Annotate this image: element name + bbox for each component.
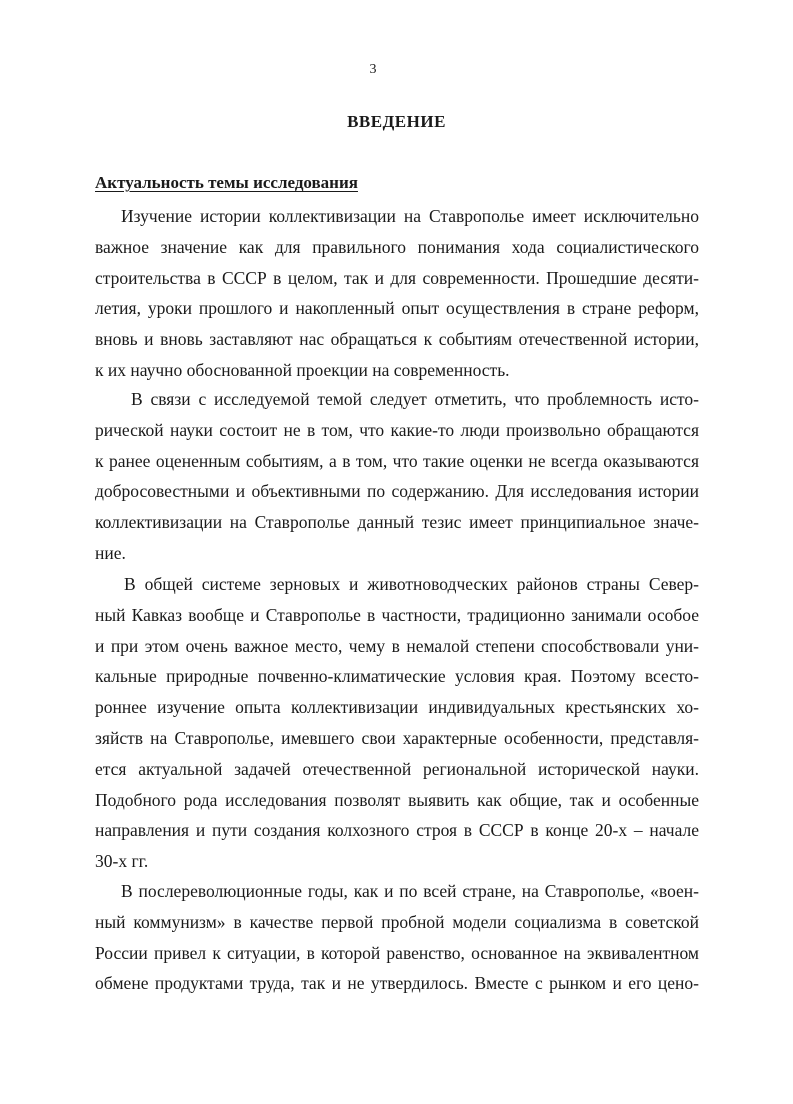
paragraph-2-line-2: рической науки состоит не в том, что какие-то люди произвольно обращаются xyxy=(95,419,699,440)
page-number: 3 xyxy=(369,62,377,77)
paragraph-2-line-4: добросовестными и объективными по содержанию. Для исследования истории xyxy=(95,481,699,502)
paragraph-2-line-3: к ранее оцененным событиям, а в том, что такие оценки не всегда оказываются xyxy=(95,450,699,471)
paragraph-1-line-4: летия, уроки прошлого и накопленный опыт осуществления в стране реформ, xyxy=(95,298,699,319)
paragraph-2-line-5: коллективизации на Ставрополье данный тезис имеет принципиальное значе- xyxy=(95,512,699,533)
paragraph-4-line-3: России привел к ситуации, в которой равенство, основанное на эквивалентном xyxy=(95,942,699,963)
paragraph-3-line-3: и при этом очень важное место, чему в немалой степени способствовали уни- xyxy=(95,635,699,656)
paragraph-3-line-9: направления и пути создания колхозного строя в СССР в конце 20-х – начале xyxy=(95,820,699,841)
paragraph-3-line-5: роннее изучение опыта коллективизации индивидуальных крестьянских хо- xyxy=(95,697,699,718)
paragraph-1-line-2: важное значение как для правильного понимания хода социалистического xyxy=(95,236,699,257)
paragraph-1-line-1: Изучение истории коллективизации на Ставрополье имеет исключительно xyxy=(121,206,699,226)
paragraph-3-line-7: ется актуальной задачей отечественной региональной исторической науки. xyxy=(95,758,699,779)
paragraph-1-line-5: вновь и вновь заставляют нас обращаться к событиям отечественной истории, xyxy=(95,329,699,350)
paragraph-3-line-8: Подобного рода исследования позволят выявить как общие, так и особенные xyxy=(95,789,699,810)
page-heading: ВВЕДЕНИЕ xyxy=(347,112,446,131)
paragraph-3-line-10: 30-х гг. xyxy=(95,851,149,872)
paragraph-4-line-1: В послереволюционные годы, как и по всей стране, на Ставрополье, «воен- xyxy=(121,881,699,901)
paragraph-4-line-4: обмене продуктами труда, так и не утвердилось. Вместе с рынком и его цено- xyxy=(95,973,699,994)
paragraph-3-line-6: зяйств на Ставрополье, имевшего свои характерные особенности, представля- xyxy=(95,728,699,748)
paragraph-3-line-1: В общей системе зерновых и животноводческих районов страны Север- xyxy=(124,574,699,594)
paragraph-4-line-2: ный коммунизм» в качестве первой пробной модели социализма в советской xyxy=(95,911,699,932)
paragraph-2-line-1: В связи с исследуемой темой следует отметить, что проблемность исто- xyxy=(131,389,699,409)
paragraph-1-line-6: к их научно обоснованной проекции на современность. xyxy=(95,360,510,380)
paragraph-2-line-6: ние. xyxy=(95,543,126,563)
paragraph-3-line-4: кальные природные почвенно-климатические условия края. Поэтому всесто- xyxy=(95,666,699,687)
paragraph-1-line-3: строительства в СССР в целом, так и для современности. Прошедшие десяти- xyxy=(95,267,699,288)
section-title: Актуальность темы исследования xyxy=(95,173,358,192)
paragraph-3-line-2: ный Кавказ вообще и Ставрополье в частности, традиционно занимали особое xyxy=(95,604,699,625)
